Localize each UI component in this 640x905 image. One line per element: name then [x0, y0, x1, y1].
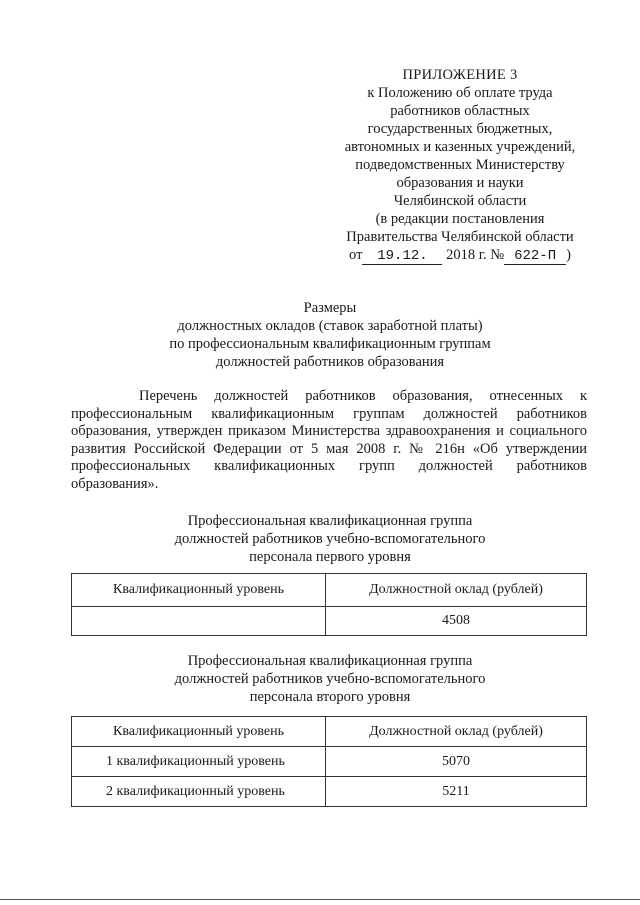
- group2-heading-line: должностей работников учебно-вспомогательного: [174, 671, 486, 687]
- appendix-title: ПРИЛОЖЕНИЕ 3: [402, 67, 518, 83]
- level-cell: 2 квалификационный уровень: [72, 777, 326, 807]
- intro-paragraph: Перечень должностей работников образования, отнесенных к профессиональным квалификационным группам должностей работников образования, утвержден приказом Министерства здравоохранения и социального развития Российской Федерации от 5 мая 2008 г. № 216н «Об утверждении профессиональных квалификационных групп должностей работников образования».: [71, 388, 587, 492]
- title-line: Размеры: [303, 300, 357, 316]
- title-line: по профессиональным квалификационным группам: [169, 336, 491, 352]
- table-header-row: [72, 717, 587, 747]
- group2-heading-line: персонала второго уровня: [249, 689, 411, 705]
- salary-cell: 5211: [326, 777, 587, 807]
- document-title: [100, 299, 560, 371]
- salary-cell: 5070: [326, 747, 587, 777]
- title-line: должностных окладов (ставок заработной платы): [177, 318, 483, 334]
- col-salary-header: Должностной оклад (рублей): [326, 574, 587, 607]
- appendix-line: к Положению об оплате труда: [367, 85, 553, 101]
- group1-heading-line: Профессиональная квалификационная группа: [187, 513, 473, 529]
- table-header-row: [72, 574, 587, 607]
- level-cell: 1 квалификационный уровень: [72, 747, 326, 777]
- appendix-date-line: [330, 246, 590, 265]
- appendix-line: Правительства Челябинской области: [346, 229, 574, 245]
- appendix-line: государственных бюджетных,: [367, 121, 553, 137]
- appendix-line: автономных и казенных учреждений,: [344, 139, 576, 155]
- appendix-line: Челябинской области: [393, 193, 527, 209]
- resolution-date: 19.12.: [362, 249, 442, 265]
- appendix-line: образования и науки: [396, 175, 524, 191]
- date-prefix: от: [349, 247, 363, 263]
- group2-heading: [100, 652, 560, 706]
- salary-cell: 4508: [326, 607, 587, 636]
- title-line: должностей работников образования: [215, 354, 445, 370]
- col-level-header: Квалификационный уровень: [72, 574, 326, 607]
- group1-heading: [100, 512, 560, 566]
- table-row: [72, 777, 587, 807]
- year-text: 2018 г. №: [446, 247, 505, 263]
- close-paren: ): [566, 247, 571, 263]
- appendix-line: работников областных: [390, 103, 530, 119]
- group2-table: [71, 716, 587, 807]
- level-cell: [72, 607, 326, 636]
- appendix-line: подведомственных Министерству: [355, 157, 565, 173]
- appendix-header: [330, 66, 590, 265]
- group1-heading-line: персонала первого уровня: [249, 549, 411, 565]
- group1-table: [71, 573, 587, 636]
- col-level-header: Квалификационный уровень: [72, 717, 326, 747]
- table-row: [72, 747, 587, 777]
- resolution-number: 622-П: [504, 249, 566, 265]
- group1-heading-line: должностей работников учебно-вспомогательного: [174, 531, 486, 547]
- group2-heading-line: Профессиональная квалификационная группа: [187, 653, 473, 669]
- table-row: [72, 607, 587, 636]
- scan-edge-line: [0, 899, 640, 900]
- col-salary-header: Должностной оклад (рублей): [326, 717, 587, 747]
- appendix-line: (в редакции постановления: [375, 211, 545, 227]
